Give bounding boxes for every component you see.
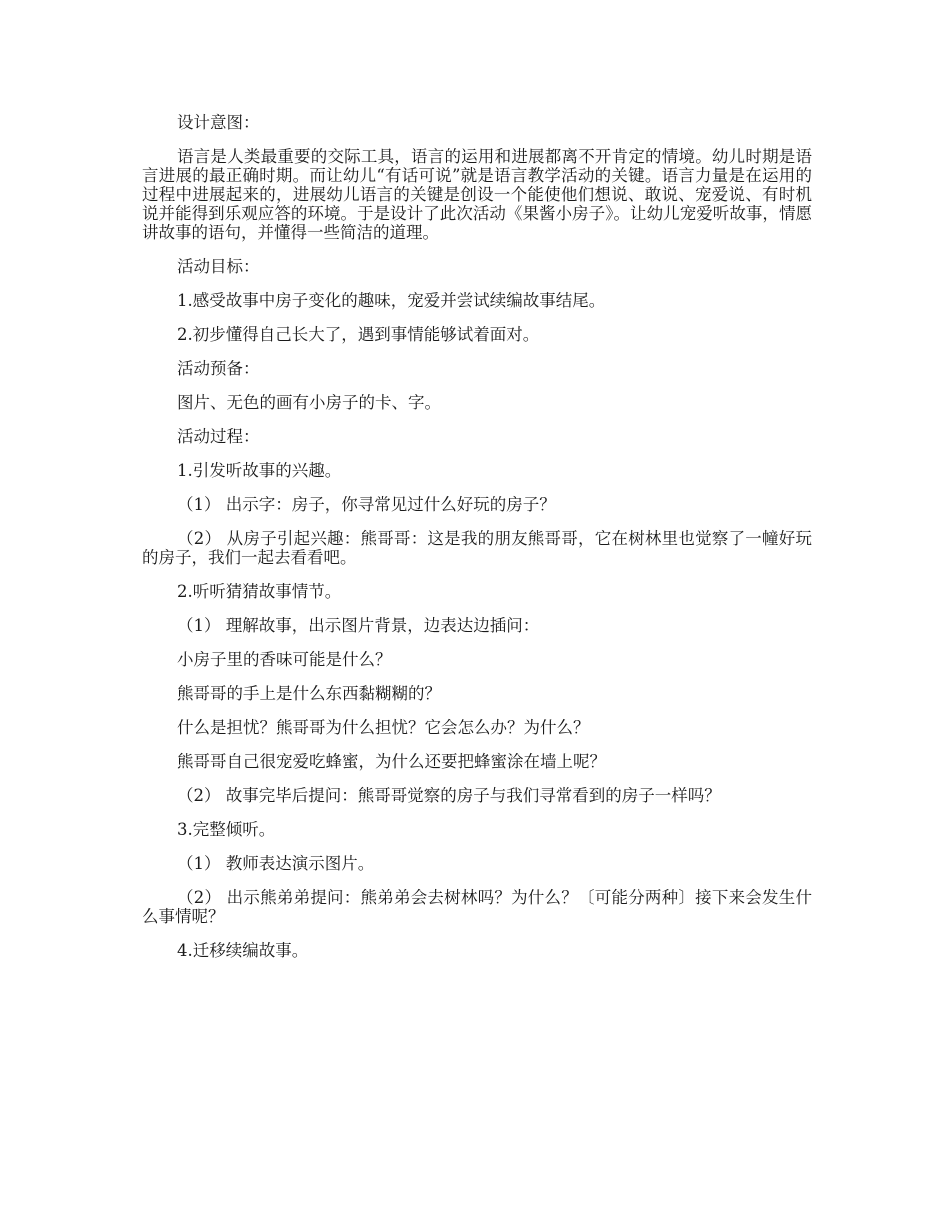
question-line: 熊哥哥自己很宠爱吃蜂蜜，为什么还要把蜂蜜涂在墙上呢？ [177, 752, 606, 771]
goal-item-1: 1.感受故事中房子变化的趣味，宠爱并尝试续编故事结尾。 [177, 291, 606, 310]
process-step-1-sub-1: （1） 出示字：房子，你寻常见过什么好玩的房子？ [177, 495, 556, 514]
process-step-3-sub-2: （2） 出示熊弟弟提问：熊弟弟会去树林吗？为什么？〔可能分两种〕接下来会发生什么事情呢？ [142, 888, 812, 926]
process-step-3: 3.完整倾听。 [177, 820, 276, 839]
process-step-1: 1.引发听故事的兴趣。 [177, 461, 342, 480]
question-line: 什么是担忧？熊哥哥为什么担忧？它会怎么办？为什么？ [177, 718, 590, 737]
process-step-4: 4.迁移续编故事。 [177, 941, 309, 960]
process-step-1-sub-2: （2） 从房子引起兴趣：熊哥哥：这是我的朋友熊哥哥，它在树林里也觉察了一幢好玩的房子，我们一起去看看吧。 [142, 529, 812, 567]
goal-item-2: 2.初步懂得自己长大了，遇到事情能够试着面对。 [177, 325, 540, 344]
heading-activity-process: 活动过程： [177, 427, 260, 446]
process-step-3-sub-1: （1） 教师表达演示图片。 [177, 854, 375, 873]
paragraph-design-intent-body: 语言是人类最重要的交际工具，语言的运用和进展都离不开肯定的情境。幼儿时期是语言进展的最正确时期。而让幼儿“有话可说”就是语言教学活动的关键。语言力量是在运用的过程中进展起来的，进展幼儿语言的关键是创设一个能使他们想说、敢说、宠爱说、有时机说并能得到乐观应答的环境。于是设计了此次活动《果酱小房子》。让幼儿宠爱听故事，情愿讲故事的语句，并懂得一些简洁的道理。 [142, 147, 812, 242]
question-line: 熊哥哥的手上是什么东西黏糊糊的？ [177, 684, 441, 703]
heading-design-intent: 设计意图： [177, 113, 260, 132]
heading-activity-goals: 活动目标： [177, 257, 260, 276]
document-body [142, 113, 812, 975]
process-step-2: 2.听听猜猜故事情节。 [177, 582, 342, 601]
process-step-2-sub-2: （2） 故事完毕后提问：熊哥哥觉察的房子与我们寻常看到的房子一样吗？ [177, 786, 721, 805]
process-step-2-sub-1: （1） 理解故事，出示图片背景，边表达边插问： [177, 616, 540, 635]
question-line: 小房子里的香味可能是什么？ [177, 650, 392, 669]
heading-activity-preparation: 活动预备： [177, 359, 260, 378]
preparation-body: 图片、无色的画有小房子的卡、字。 [177, 393, 441, 412]
